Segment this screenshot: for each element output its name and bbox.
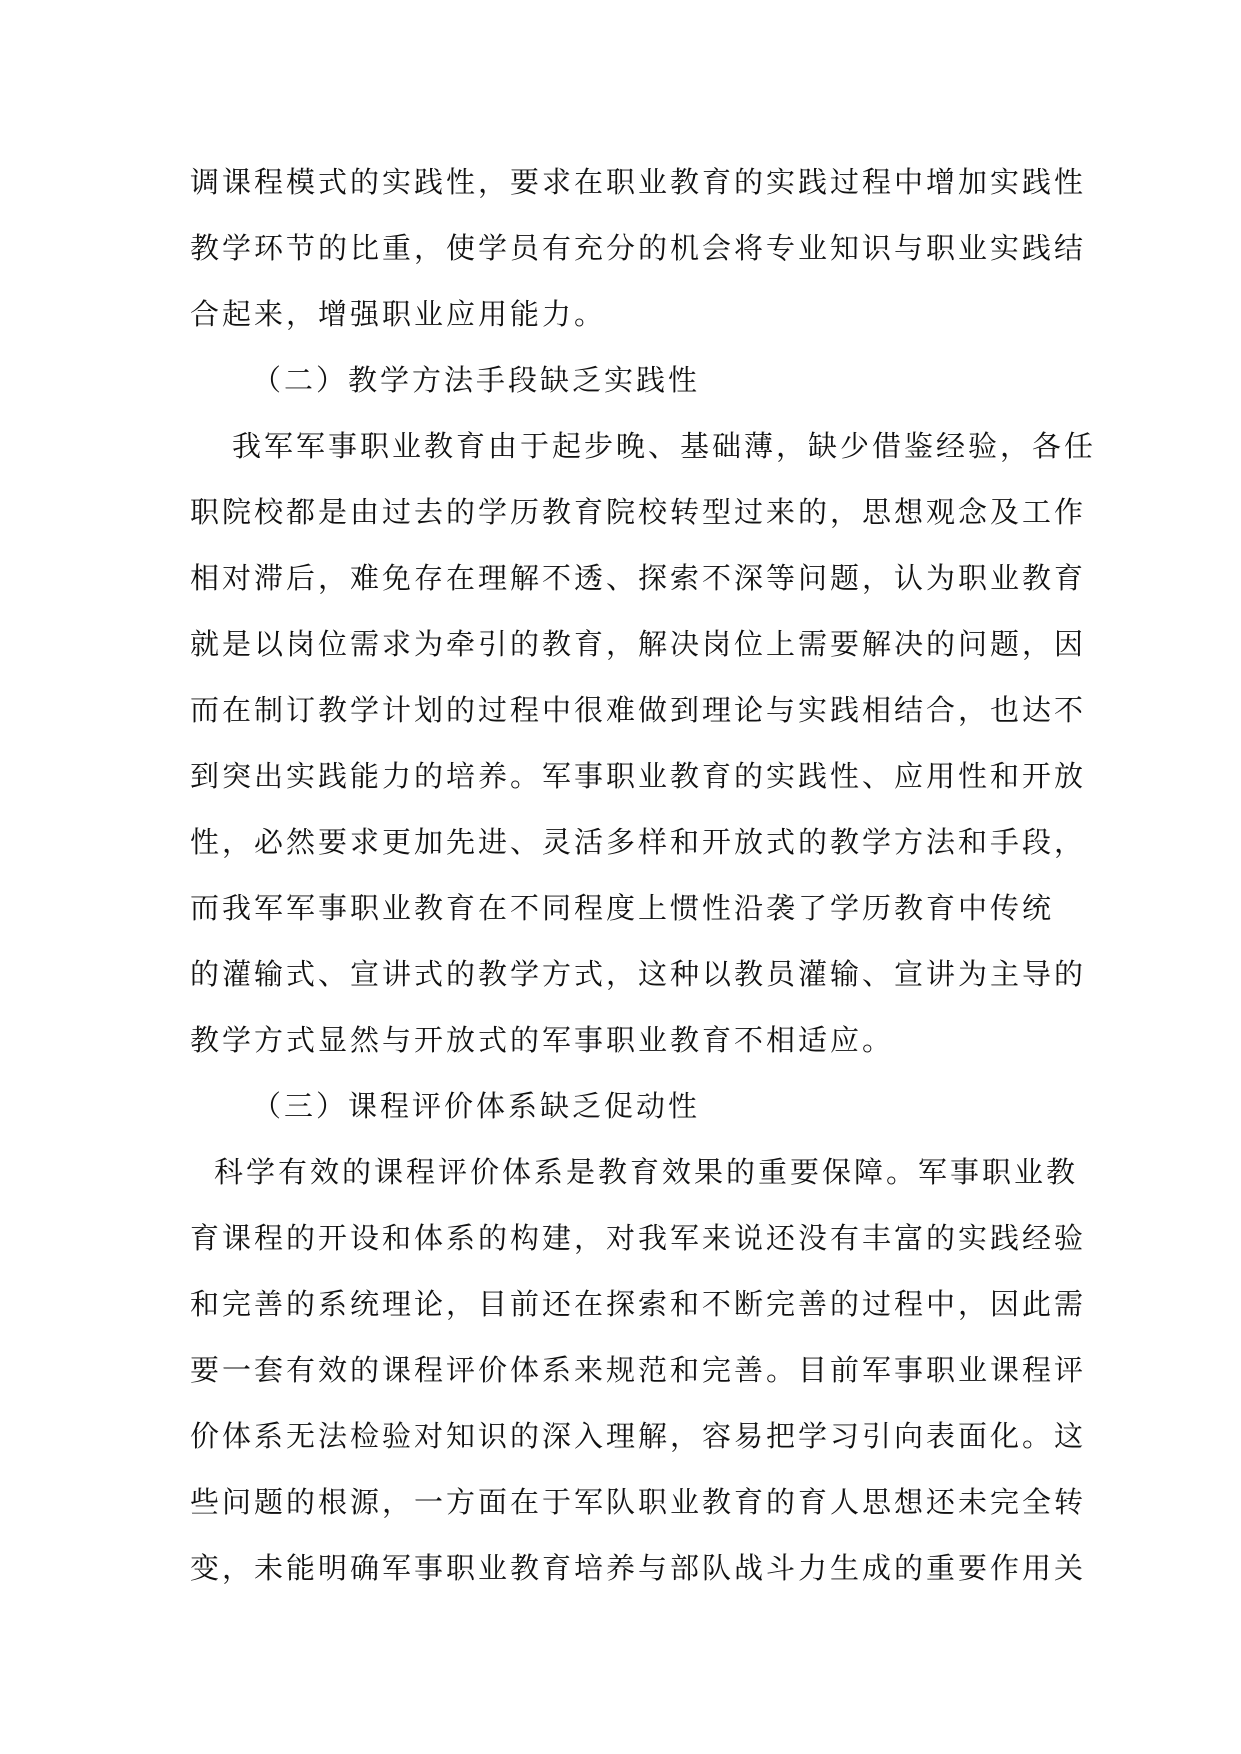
body-text-line: 合起来，增强职业应用能力。 bbox=[190, 297, 607, 331]
paragraph-first-line: 我军军事职业教育由于起步晚、基础薄，缺少借鉴经验，各任 bbox=[232, 429, 1097, 463]
body-text-line: 要一套有效的课程评价体系来规范和完善。目前军事职业课程评 bbox=[190, 1353, 1087, 1387]
body-text-line: 育课程的开设和体系的构建，对我军来说还没有丰富的实践经验 bbox=[190, 1221, 1087, 1255]
body-text-line: 变，未能明确军事职业教育培养与部队战斗力生成的重要作用关 bbox=[190, 1551, 1087, 1585]
body-text-line: 而在制订教学计划的过程中很难做到理论与实践相结合，也达不 bbox=[190, 693, 1087, 727]
body-text-line: 和完善的系统理论，目前还在探索和不断完善的过程中，因此需 bbox=[190, 1287, 1087, 1321]
body-text-line: 相对滞后，难免存在理解不透、探索不深等问题，认为职业教育 bbox=[190, 561, 1087, 595]
body-text-line: 的灌输式、宣讲式的教学方式，这种以教员灌输、宣讲为主导的 bbox=[190, 957, 1087, 991]
body-text-line: 到突出实践能力的培养。军事职业教育的实践性、应用性和开放 bbox=[190, 759, 1087, 793]
paragraph-first-line: 科学有效的课程评价体系是教育效果的重要保障。军事职业教 bbox=[214, 1155, 1079, 1189]
section-heading: （三）课程评价体系缺乏促动性 bbox=[252, 1089, 701, 1123]
body-text-line: 调课程模式的实践性，要求在职业教育的实践过程中增加实践性 bbox=[190, 165, 1087, 199]
section-heading: （二）教学方法手段缺乏实践性 bbox=[252, 363, 701, 397]
body-text-line: 职院校都是由过去的学历教育院校转型过来的，思想观念及工作 bbox=[190, 495, 1087, 529]
body-text-line: 些问题的根源，一方面在于军队职业教育的育人思想还未完全转 bbox=[190, 1485, 1087, 1519]
body-text-line: 教学方式显然与开放式的军事职业教育不相适应。 bbox=[190, 1023, 895, 1057]
body-text-line: 性，必然要求更加先进、灵活多样和开放式的教学方法和手段， bbox=[190, 825, 1087, 859]
body-text-line: 而我军军事职业教育在不同程度上惯性沿袭了学历教育中传统 bbox=[190, 891, 1055, 925]
body-text-line: 价体系无法检验对知识的深入理解，容易把学习引向表面化。这 bbox=[190, 1419, 1087, 1453]
body-text-line: 教学环节的比重，使学员有充分的机会将专业知识与职业实践结 bbox=[190, 231, 1087, 265]
body-text-line: 就是以岗位需求为牵引的教育，解决岗位上需要解决的问题，因 bbox=[190, 627, 1087, 661]
